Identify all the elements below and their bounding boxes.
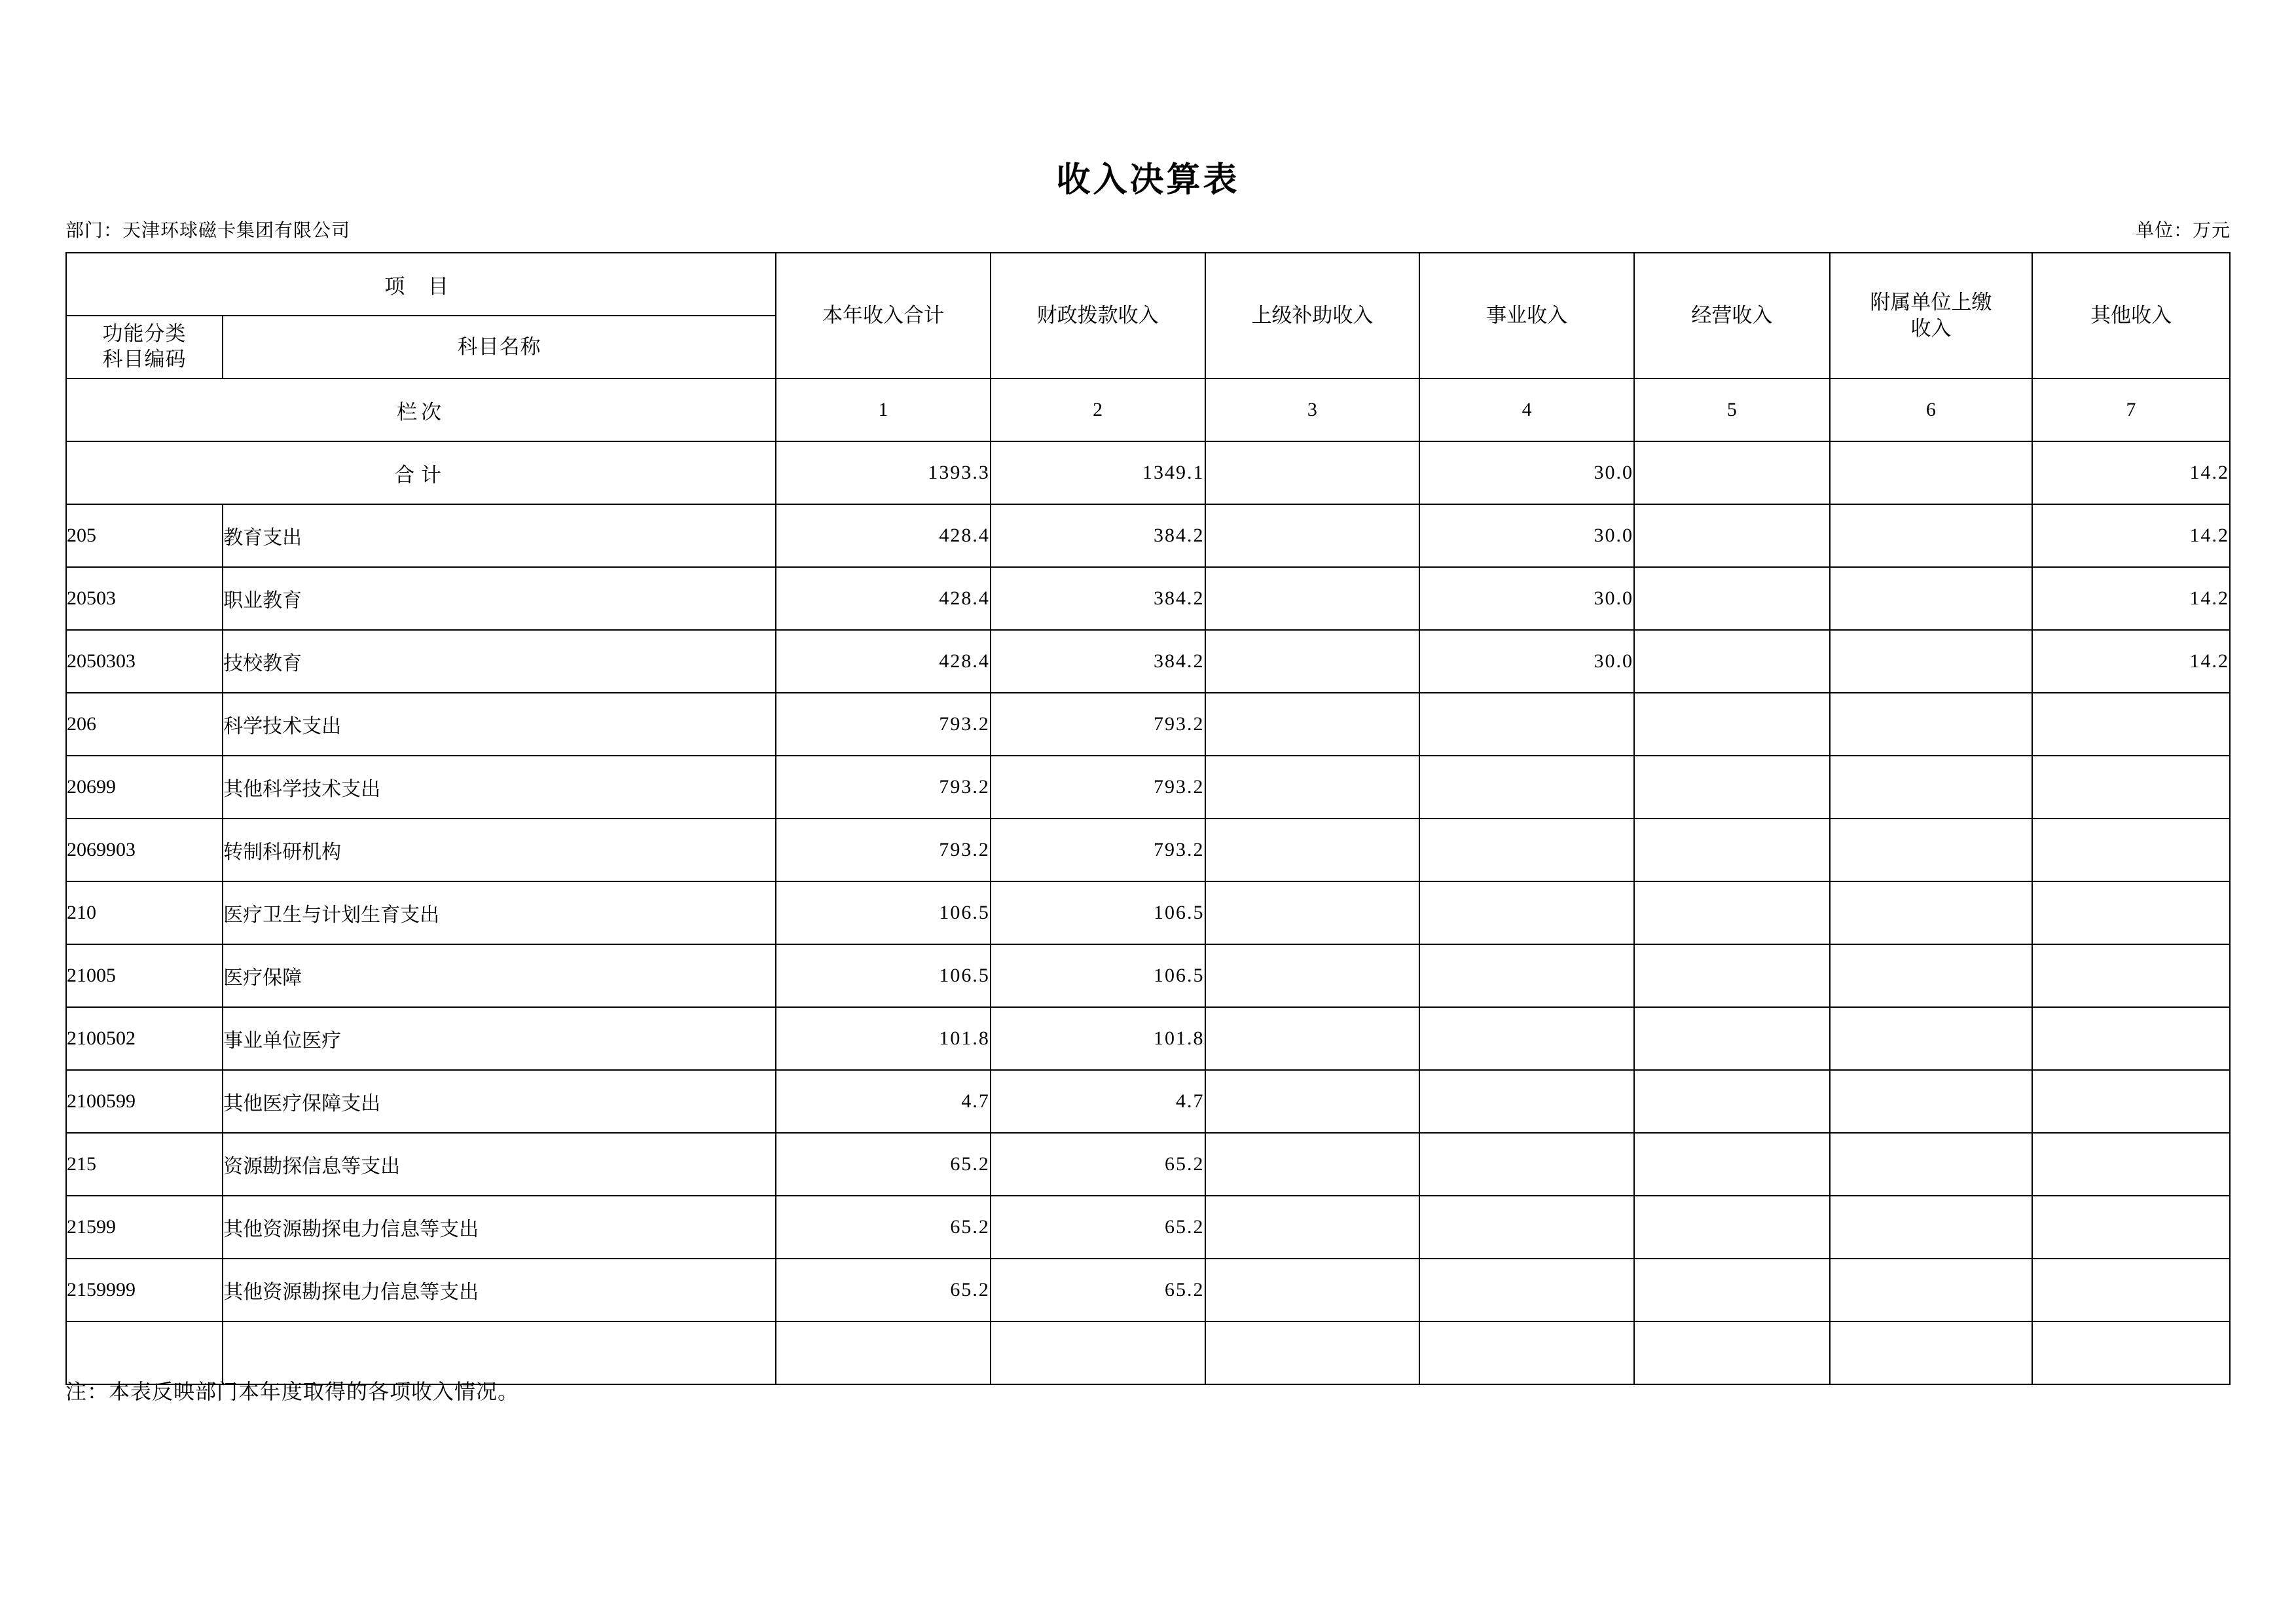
row-value-6 [1830, 881, 2032, 944]
department-line [65, 216, 350, 242]
row-value-7 [2032, 1007, 2230, 1070]
row-subject-name: 医疗保障 [223, 944, 776, 1007]
row-subject-name: 技校教育 [223, 630, 776, 693]
header-total-income: 本年收入合计 [776, 253, 991, 378]
row-subject-name: 其他资源勘探电力信息等支出 [223, 1196, 776, 1259]
table-row [66, 1196, 2230, 1259]
row-value-4 [1419, 1196, 1634, 1259]
row-value-2: 793.2 [991, 693, 1205, 756]
row-value-5 [1634, 1321, 1830, 1384]
row-value-5 [1634, 1259, 1830, 1321]
row-function-code: 2050303 [66, 630, 223, 693]
table-row [66, 1007, 2230, 1070]
row-index-3: 3 [1205, 378, 1420, 441]
row-subject-name: 科学技术支出 [223, 693, 776, 756]
row-function-code: 2100599 [66, 1070, 223, 1133]
row-subject-name: 教育支出 [223, 504, 776, 567]
row-value-7 [2032, 1321, 2230, 1384]
row-value-4 [1419, 1133, 1634, 1196]
row-value-6 [1830, 1007, 2032, 1070]
row-value-6 [1830, 1321, 2032, 1384]
row-value-4 [1419, 1321, 1634, 1384]
row-value-1: 4.7 [776, 1070, 991, 1133]
row-index-7: 7 [2032, 378, 2230, 441]
total-value-6 [1830, 441, 2032, 504]
row-function-code: 206 [66, 693, 223, 756]
row-value-3 [1205, 1133, 1420, 1196]
row-index-1: 1 [776, 378, 991, 441]
row-index-2: 2 [991, 378, 1205, 441]
row-value-5 [1634, 1196, 1830, 1259]
row-subject-name: 转制科研机构 [223, 819, 776, 881]
table-row [66, 881, 2230, 944]
department-label: 部门： [65, 221, 123, 241]
row-value-1: 428.4 [776, 567, 991, 630]
row-value-3 [1205, 1007, 1420, 1070]
row-value-4 [1419, 1070, 1634, 1133]
row-value-3 [1205, 1196, 1420, 1259]
row-subject-name: 职业教育 [223, 567, 776, 630]
row-value-1: 106.5 [776, 944, 991, 1007]
table-row [66, 1259, 2230, 1321]
table-row [66, 630, 2230, 693]
row-value-1: 428.4 [776, 630, 991, 693]
header-function-code-line1: 功能分类 [102, 322, 187, 346]
row-value-7 [2032, 693, 2230, 756]
row-value-5 [1634, 1133, 1830, 1196]
total-value-4: 30.0 [1419, 441, 1634, 504]
row-value-3 [1205, 504, 1420, 567]
header-business-income: 经营收入 [1634, 253, 1830, 378]
header-subject-name: 科目名称 [223, 316, 776, 378]
row-value-6 [1830, 630, 2032, 693]
row-value-2: 384.2 [991, 630, 1205, 693]
row-subject-name: 其他医疗保障支出 [223, 1070, 776, 1133]
row-value-6 [1830, 944, 2032, 1007]
row-value-7 [2032, 944, 2230, 1007]
row-value-4: 30.0 [1419, 630, 1634, 693]
row-function-code: 2159999 [66, 1259, 223, 1321]
header-affiliated-unit-income [1830, 253, 2032, 378]
total-value-7: 14.2 [2032, 441, 2230, 504]
header-function-code-line2: 科目编码 [102, 348, 187, 371]
row-value-7: 14.2 [2032, 504, 2230, 567]
table-row [66, 819, 2230, 881]
table-row [66, 567, 2230, 630]
row-value-4 [1419, 819, 1634, 881]
row-value-6 [1830, 1259, 2032, 1321]
row-value-3 [1205, 1321, 1420, 1384]
row-value-4: 30.0 [1419, 567, 1634, 630]
table-row [66, 1133, 2230, 1196]
row-value-4 [1419, 693, 1634, 756]
header-fiscal-appropriation: 财政拨款收入 [991, 253, 1205, 378]
row-value-5 [1634, 944, 1830, 1007]
row-function-code: 2100502 [66, 1007, 223, 1070]
row-value-3 [1205, 881, 1420, 944]
table-row [66, 1070, 2230, 1133]
row-value-4 [1419, 881, 1634, 944]
row-function-code: 215 [66, 1133, 223, 1196]
row-value-3 [1205, 693, 1420, 756]
row-value-5 [1634, 630, 1830, 693]
row-value-2: 384.2 [991, 504, 1205, 567]
row-value-1: 101.8 [776, 1007, 991, 1070]
row-value-1: 65.2 [776, 1196, 991, 1259]
row-value-1: 65.2 [776, 1259, 991, 1321]
header-affiliated-unit-income-line2: 收入 [1910, 317, 1952, 340]
table-row [66, 944, 2230, 1007]
row-value-6 [1830, 1133, 2032, 1196]
row-value-5 [1634, 1070, 1830, 1133]
row-value-2: 4.7 [991, 1070, 1205, 1133]
table-header-row-1 [66, 253, 2230, 316]
row-index-4: 4 [1419, 378, 1634, 441]
table-row [66, 693, 2230, 756]
row-value-6 [1830, 1196, 2032, 1259]
row-subject-name: 其他资源勘探电力信息等支出 [223, 1259, 776, 1321]
row-value-2: 793.2 [991, 756, 1205, 819]
row-function-code: 20503 [66, 567, 223, 630]
row-subject-name: 其他科学技术支出 [223, 756, 776, 819]
row-value-2 [991, 1321, 1205, 1384]
row-value-5 [1634, 693, 1830, 756]
total-value-2: 1349.1 [991, 441, 1205, 504]
row-function-code: 21005 [66, 944, 223, 1007]
row-value-3 [1205, 1070, 1420, 1133]
total-value-5 [1634, 441, 1830, 504]
row-value-1: 793.2 [776, 693, 991, 756]
row-value-7 [2032, 1133, 2230, 1196]
row-value-6 [1830, 693, 2032, 756]
row-value-4 [1419, 1007, 1634, 1070]
row-function-code: 20699 [66, 756, 223, 819]
row-value-5 [1634, 567, 1830, 630]
header-superior-subsidy: 上级补助收入 [1205, 253, 1420, 378]
header-group-item: 项 目 [66, 253, 776, 316]
row-value-7: 14.2 [2032, 567, 2230, 630]
department-name: 天津环球磁卡集团有限公司 [122, 221, 351, 241]
row-value-7 [2032, 881, 2230, 944]
row-value-5 [1634, 504, 1830, 567]
row-value-6 [1830, 504, 2032, 567]
row-function-code: 21599 [66, 1196, 223, 1259]
row-value-1: 65.2 [776, 1133, 991, 1196]
row-value-5 [1634, 819, 1830, 881]
total-value-3 [1205, 441, 1420, 504]
row-value-1: 793.2 [776, 756, 991, 819]
total-label: 合计 [66, 441, 776, 504]
row-value-3 [1205, 567, 1420, 630]
row-value-2: 65.2 [991, 1133, 1205, 1196]
table-total-row [66, 441, 2230, 504]
row-value-7 [2032, 1196, 2230, 1259]
row-index-5: 5 [1634, 378, 1830, 441]
row-value-6 [1830, 567, 2032, 630]
row-value-4 [1419, 1259, 1634, 1321]
row-value-3 [1205, 756, 1420, 819]
row-value-3 [1205, 819, 1420, 881]
header-operating-service-income: 事业收入 [1419, 253, 1634, 378]
row-value-7 [2032, 1070, 2230, 1133]
row-function-code: 205 [66, 504, 223, 567]
row-value-2: 65.2 [991, 1259, 1205, 1321]
page-title: 收入决算表 [1056, 162, 1240, 199]
table-column-index-row [66, 378, 2230, 441]
row-value-4: 30.0 [1419, 504, 1634, 567]
row-value-7 [2032, 1259, 2230, 1321]
row-value-2: 101.8 [991, 1007, 1205, 1070]
row-index-6: 6 [1830, 378, 2032, 441]
table-row [66, 756, 2230, 819]
row-value-7: 14.2 [2032, 630, 2230, 693]
table-row [66, 504, 2230, 567]
row-value-3 [1205, 630, 1420, 693]
row-function-code: 2069903 [66, 819, 223, 881]
row-value-7 [2032, 756, 2230, 819]
table-note: 注：本表反映部门本年度取得的各项收入情况。 [65, 1380, 520, 1403]
row-value-1 [776, 1321, 991, 1384]
total-value-1: 1393.3 [776, 441, 991, 504]
row-value-3 [1205, 1259, 1420, 1321]
header-function-code [66, 316, 223, 378]
income-final-accounts-table [65, 252, 2231, 1385]
row-value-7 [2032, 819, 2230, 881]
row-value-2: 106.5 [991, 944, 1205, 1007]
row-value-1: 793.2 [776, 819, 991, 881]
row-function-code: 210 [66, 881, 223, 944]
row-index-label: 栏次 [66, 378, 776, 441]
row-value-2: 793.2 [991, 819, 1205, 881]
row-value-3 [1205, 944, 1420, 1007]
row-subject-name: 医疗卫生与计划生育支出 [223, 881, 776, 944]
row-value-2: 65.2 [991, 1196, 1205, 1259]
row-value-4 [1419, 944, 1634, 1007]
row-value-6 [1830, 756, 2032, 819]
row-value-6 [1830, 1070, 2032, 1133]
row-value-1: 106.5 [776, 881, 991, 944]
row-subject-name: 资源勘探信息等支出 [223, 1133, 776, 1196]
row-value-6 [1830, 819, 2032, 881]
row-value-4 [1419, 756, 1634, 819]
row-value-5 [1634, 756, 1830, 819]
row-subject-name: 事业单位医疗 [223, 1007, 776, 1070]
table-body [66, 504, 2230, 1384]
unit-label: 单位：万元 [2135, 221, 2231, 241]
header-other-income: 其他收入 [2032, 253, 2230, 378]
row-value-2: 106.5 [991, 881, 1205, 944]
row-value-2: 384.2 [991, 567, 1205, 630]
row-value-5 [1634, 1007, 1830, 1070]
row-value-1: 428.4 [776, 504, 991, 567]
header-affiliated-unit-income-line1: 附属单位上缴 [1870, 290, 1992, 314]
row-value-5 [1634, 881, 1830, 944]
